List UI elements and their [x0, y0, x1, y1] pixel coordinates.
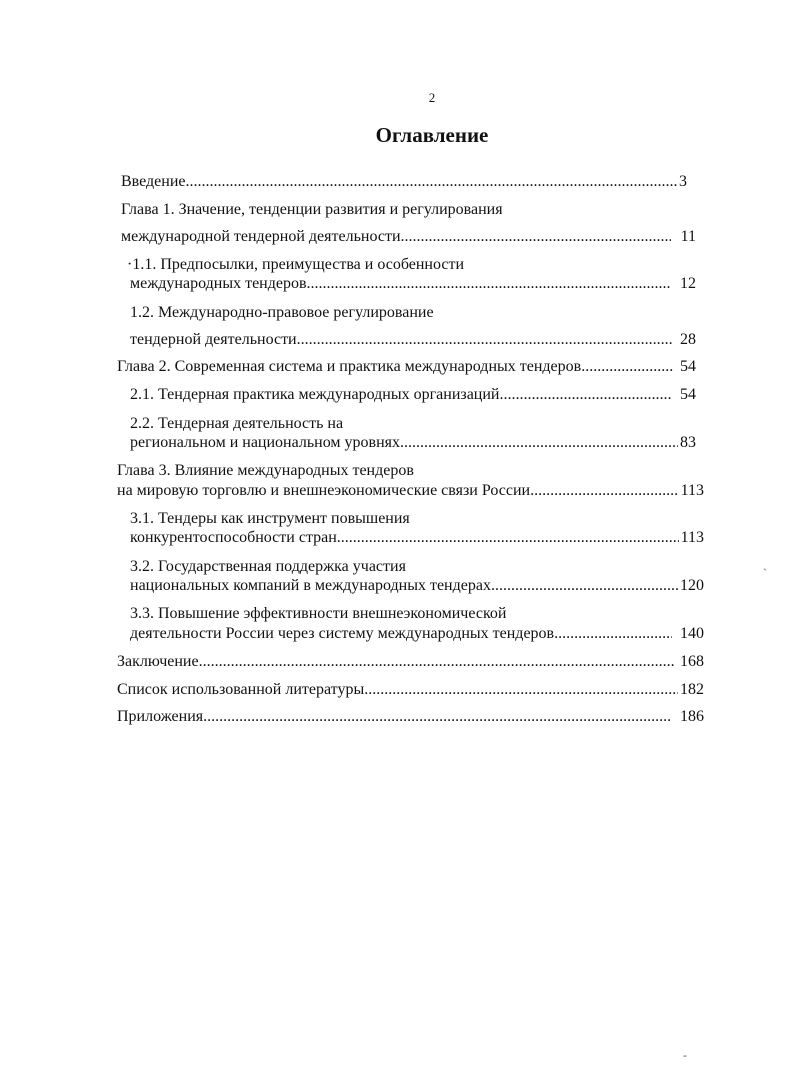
- toc-entry-text: 1.2. Международно-правовое регулирование: [130, 304, 434, 321]
- toc-entry-page: 140: [680, 625, 704, 642]
- toc-entry-text: тендерной деятельности: [130, 331, 297, 348]
- leader-dots: [491, 576, 678, 596]
- page-number: 2: [428, 90, 436, 105]
- toc-entry-section-3-3-cont[interactable]: [130, 624, 704, 644]
- toc-entry-text: национальных компаний в международных тендерах: [130, 577, 491, 594]
- table-of-contents: [0, 170, 794, 770]
- toc-entry-page: 182: [680, 681, 704, 698]
- toc-entry-text: Глава 3. Влияние международных тендеров: [117, 462, 414, 479]
- toc-entry-section-3-2[interactable]: [130, 557, 406, 577]
- toc-entry-page: 54: [680, 358, 696, 375]
- toc-entry-chapter-3-cont[interactable]: [117, 481, 704, 501]
- toc-entry-chapter-1[interactable]: [121, 200, 503, 220]
- leader-dots: [337, 528, 679, 548]
- toc-entry-chapter-1-cont[interactable]: [121, 227, 696, 247]
- toc-entry-text: Глава 1. Значение, тенденции развития и регулирования: [121, 201, 503, 218]
- toc-entry-text: на мировую торговлю и внешнеэкономические связи России: [117, 482, 531, 499]
- leader-dots: [400, 433, 678, 453]
- toc-entry-section-3-2-cont[interactable]: [130, 576, 704, 596]
- toc-entry-section-2-2-cont[interactable]: [130, 433, 696, 453]
- toc-entry-conclusion[interactable]: [117, 652, 704, 672]
- leader-dots: [401, 227, 671, 247]
- toc-entry-text: 2.1. Тендерная практика международных организаций: [130, 386, 500, 403]
- toc-entry-text: 3.3. Повышение эффективности внешнеэкономической: [130, 605, 507, 622]
- toc-entry-introduction[interactable]: [121, 172, 687, 192]
- toc-entry-section-1-2-cont[interactable]: [130, 330, 696, 350]
- toc-entry-bibliography[interactable]: [117, 680, 704, 700]
- toc-entry-page: 11: [680, 228, 696, 245]
- toc-entry-text: ·1.1. Предпосылки, преимущества и особенности: [127, 256, 465, 273]
- toc-entry-text: конкурентоспособности стран: [130, 529, 337, 546]
- toc-entry-text: Введение: [121, 173, 186, 190]
- toc-entry-page: 12: [680, 275, 696, 292]
- toc-entry-text: международных тендеров: [130, 275, 307, 292]
- leader-dots: [364, 680, 678, 700]
- toc-entry-text: 2.2. Тендерная деятельность на: [130, 415, 344, 432]
- toc-entry-page: 186: [680, 708, 704, 725]
- leader-dots: [554, 624, 672, 644]
- toc-entry-text: региональном и национальном уровнях: [130, 434, 400, 451]
- leader-dots: [297, 330, 672, 350]
- toc-entry-section-3-1[interactable]: [130, 509, 410, 529]
- toc-entry-page: 3: [679, 173, 687, 190]
- leader-dots: [203, 707, 672, 727]
- toc-entry-page: 28: [680, 331, 696, 348]
- toc-entry-text: Глава 2. Современная система и практика международных тендеров: [117, 358, 582, 375]
- toc-entry-page: 120: [680, 577, 704, 594]
- toc-entry-page: 54: [680, 386, 696, 403]
- toc-entry-text: Приложения: [117, 708, 204, 725]
- toc-entry-page: 83: [680, 434, 696, 451]
- leader-dots: [307, 274, 670, 294]
- toc-entry-text: Заключение: [117, 653, 199, 670]
- leader-dots: [499, 385, 672, 405]
- leader-dots: [530, 481, 679, 501]
- leader-dots: [186, 172, 678, 192]
- toc-entry-chapter-3[interactable]: [117, 461, 414, 481]
- toc-entry-appendices[interactable]: [117, 707, 704, 727]
- toc-entry-text: деятельности России через систему международных тендеров: [130, 625, 555, 642]
- toc-entry-text: 3.2. Государственная поддержка участия: [130, 558, 406, 575]
- toc-entry-section-1-2[interactable]: [130, 303, 434, 323]
- toc-entry-section-1-1-cont[interactable]: [130, 274, 696, 294]
- toc-entry-chapter-2[interactable]: [117, 357, 696, 377]
- toc-entry-section-3-1-cont[interactable]: [130, 528, 704, 548]
- leader-dots: [581, 357, 674, 377]
- toc-entry-text: международной тендерной деятельности: [121, 228, 401, 245]
- toc-entry-section-3-3[interactable]: [130, 604, 506, 624]
- toc-entry-page: 113: [680, 482, 704, 499]
- toc-entry-text: 3.1. Тендеры как инструмент повышения: [130, 510, 410, 527]
- toc-entry-section-1-1[interactable]: [127, 255, 464, 275]
- scan-speck-bottom: -: [683, 1048, 687, 1062]
- toc-entry-page: 168: [680, 653, 704, 670]
- toc-entry-section-2-1[interactable]: [130, 385, 696, 405]
- scan-speck: `: [763, 566, 767, 580]
- toc-entry-section-2-2[interactable]: [130, 414, 343, 434]
- toc-entry-text: Список использованной литературы: [117, 681, 365, 698]
- toc-entry-page: 113: [680, 529, 704, 546]
- toc-title: Оглавление: [375, 123, 489, 147]
- leader-dots: [199, 652, 674, 672]
